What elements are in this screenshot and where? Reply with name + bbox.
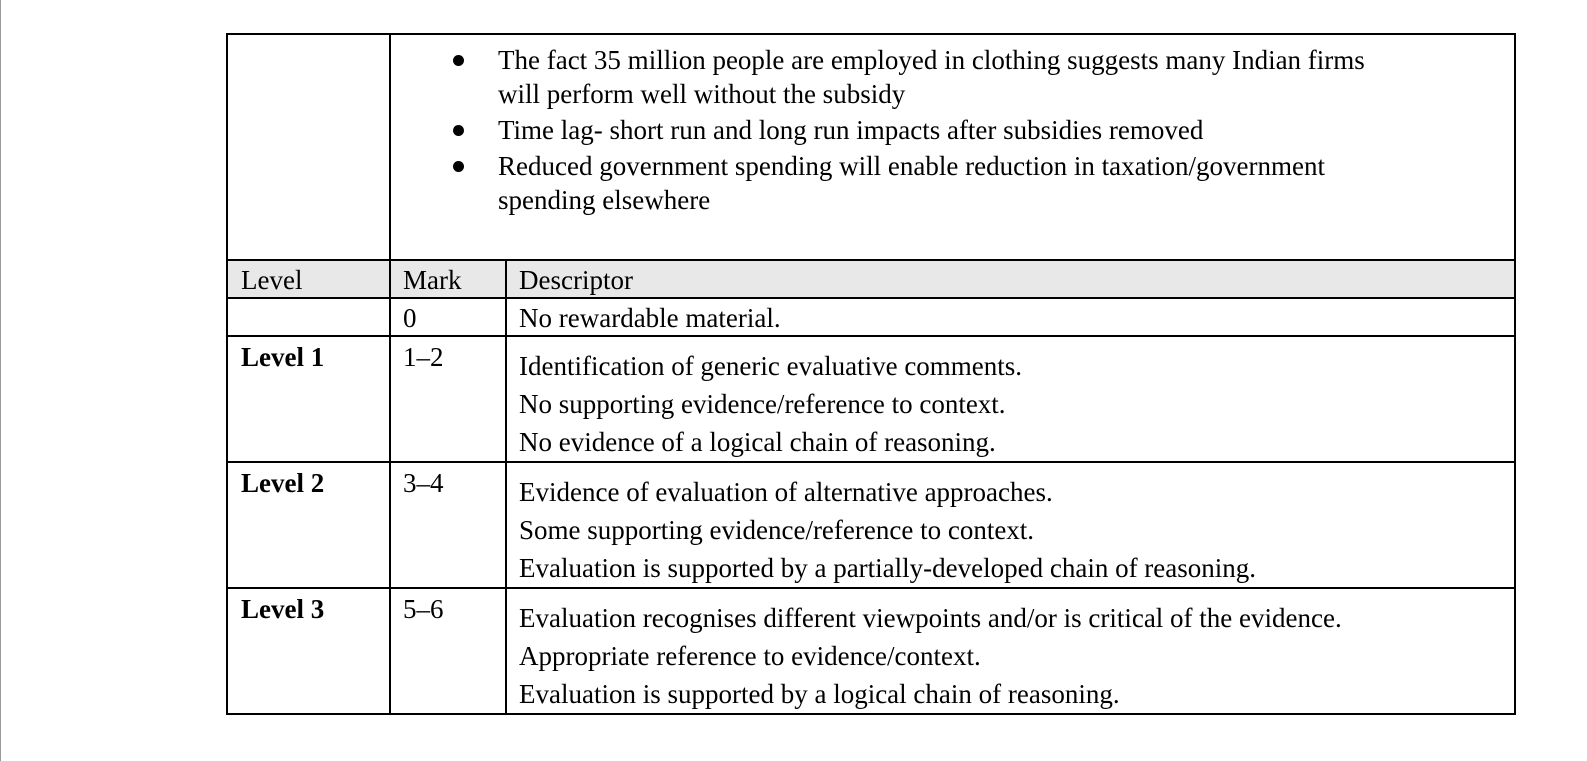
column-divider [505,261,507,297]
column-divider [389,261,391,297]
descriptor-column-header: Descriptor [519,265,633,295]
list-item [449,113,1365,147]
descriptor-line: Appropriate reference to evidence/context. [519,641,981,671]
descriptor-cell [519,473,1256,587]
mark-cell: 1–2 [403,342,444,372]
bullet-line: Time lag- short run and long run impacts after subsidies removed [498,115,1204,145]
descriptor-line: Evidence of evaluation of alternative approaches. [519,477,1053,507]
mark-cell: 5–6 [403,594,444,624]
level-cell: Level 2 [241,468,325,498]
column-divider [505,337,507,461]
mark-cell: 0 [403,303,417,333]
bullet-icon [453,161,464,172]
evaluation-points-row [228,35,1514,261]
level-cell: Level 1 [241,342,325,372]
bullet-line: spending elsewhere [498,185,711,215]
level-cell: Level 3 [241,594,325,624]
column-divider [389,35,391,259]
column-divider [389,299,391,335]
table-row [228,589,1514,713]
bullet-icon [453,125,464,136]
descriptor-line: No evidence of a logical chain of reasoning. [519,427,996,457]
descriptor-cell [519,347,1022,461]
mark-column-header: Mark [403,265,462,295]
bullet-icon [453,55,464,66]
descriptor-cell [519,599,1342,713]
bullet-line: will perform well without the subsidy [498,79,906,109]
table-row [228,299,1514,337]
column-divider [505,589,507,713]
table-header-row [228,261,1514,299]
column-divider [389,589,391,713]
column-divider [389,337,391,461]
mark-cell: 3–4 [403,468,444,498]
column-divider [505,299,507,335]
descriptor-line: No supporting evidence/reference to context. [519,389,1006,419]
descriptor-cell: No rewardable material. [519,303,781,333]
list-item [449,149,1365,217]
page-edge [0,0,1,761]
descriptor-line: Some supporting evidence/reference to context. [519,515,1035,545]
list-item [449,43,1365,111]
column-divider [505,463,507,587]
evaluation-points-list [449,43,1365,217]
descriptor-line: Identification of generic evaluative comments. [519,351,1023,381]
descriptor-line: Evaluation is supported by a partially-developed chain of reasoning. [519,553,1257,583]
mark-scheme-table [226,33,1516,715]
descriptor-line: Evaluation is supported by a logical chain of reasoning. [519,679,1120,709]
descriptor-line: Evaluation recognises different viewpoints and/or is critical of the evidence. [519,603,1342,633]
bullet-line: The fact 35 million people are employed in clothing suggests many Indian firms [498,45,1365,75]
bullet-line: Reduced government spending will enable reduction in taxation/government [498,151,1326,181]
column-divider [389,463,391,587]
table-row [228,337,1514,463]
level-column-header: Level [241,265,303,295]
table-row [228,463,1514,589]
